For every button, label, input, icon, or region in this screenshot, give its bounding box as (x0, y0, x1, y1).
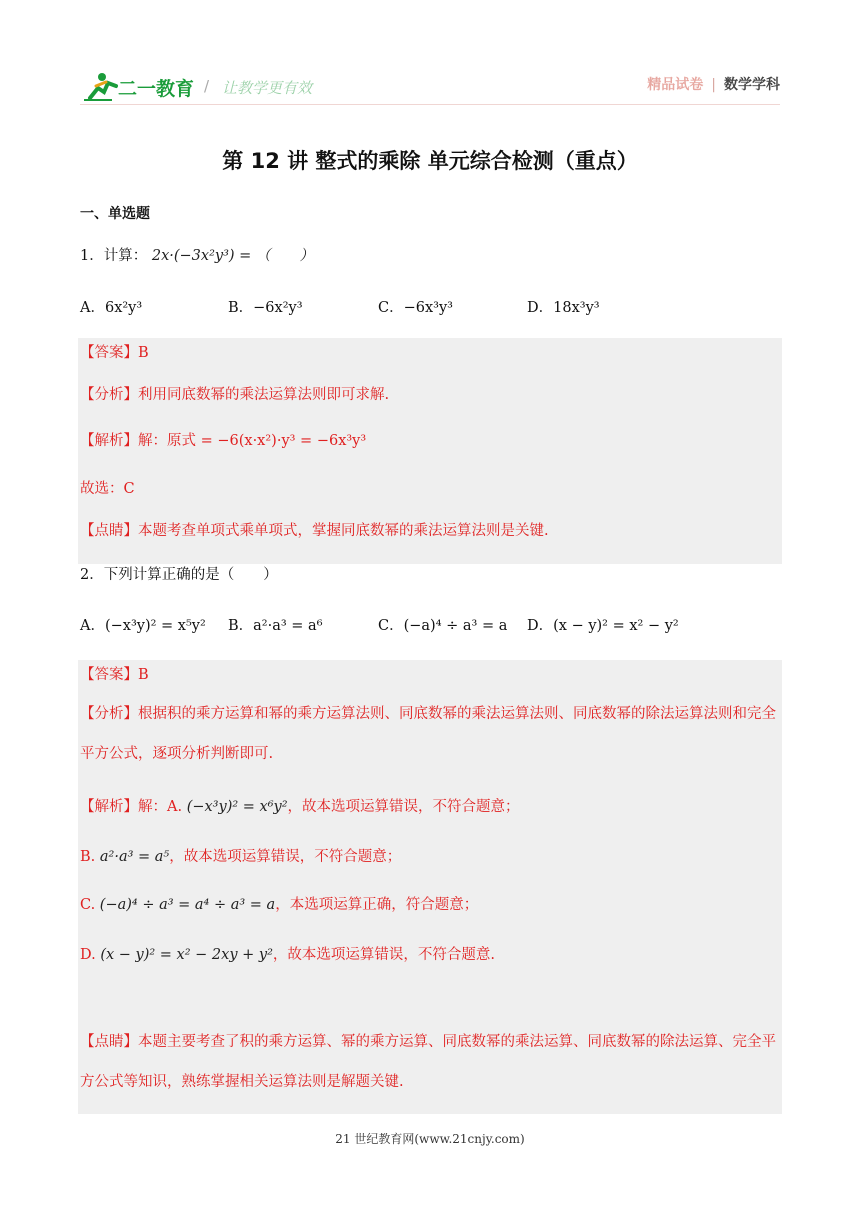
q2-sol-b-prefix: B. (80, 849, 96, 865)
q2-sol-c-expr: (−a)⁴ ÷ a³ = a⁴ ÷ a³ = a (99, 897, 276, 913)
question-1-stem (80, 246, 314, 266)
q1-option-a: A．6x²y³ (80, 300, 143, 316)
page-title: 第 12 讲 整式的乘除 单元综合检测（重点） (222, 149, 638, 173)
page-footer: 21 世纪教育网(www.21cnjy.com) (335, 1132, 525, 1146)
q1-comment-label: 【点睛】 (80, 523, 138, 539)
q2-solution-b (80, 846, 401, 868)
q1-analysis (80, 384, 389, 406)
q2-solution-a (80, 796, 520, 818)
q2-option-a: A．(−x³y)² = x⁵y² (80, 618, 206, 634)
q1-comment (80, 520, 549, 542)
question-1-label: 1．计算： (80, 248, 148, 264)
q1-analysis-text: 利用同底数幂的乘法运算法则即可求解. (138, 387, 390, 403)
q2-sol-a-prefix: 解：A. (138, 799, 183, 815)
q2-solution-d (80, 944, 495, 966)
brand-slash: / (204, 77, 210, 95)
q2-option-c: C．(−a)⁴ ÷ a³ = a (378, 618, 508, 634)
q1-analysis-label: 【分析】 (80, 387, 138, 403)
q1-option-b: B．−6x²y³ (228, 300, 303, 316)
q1-answer: 【答案】B (80, 345, 149, 361)
brand-name: 二一教育 (118, 78, 195, 100)
q2-sol-c-text: ，本选项运算正确，符合题意； (275, 897, 479, 913)
q1-comment-text: 本题考查单项式乘单项式，掌握同底数幂的乘法运算法则是关键. (138, 523, 549, 539)
runner-icon (84, 73, 116, 100)
q2-sol-d-text: ，故本选项运算错误，不符合题意. (272, 947, 495, 963)
question-2-stem: 2．下列计算正确的是（ ） (80, 567, 278, 583)
section-heading: 一、单选题 (80, 206, 150, 222)
q2-sol-d-expr: (x − y)² = x² − 2xy + y² (100, 947, 273, 963)
q2-analysis (80, 694, 780, 774)
q2-sol-a-expr: (−x³y)² = x⁶y² (186, 799, 288, 815)
q2-solution-label: 【解析】 (80, 799, 138, 815)
q2-answer: 【答案】B (80, 667, 149, 683)
brand-slogan: 让教学更有效 (222, 79, 313, 97)
q2-sol-d-prefix: D. (80, 947, 96, 963)
q1-choose: 故选：C (80, 481, 135, 497)
q1-option-c: C．−6x³y³ (378, 300, 453, 316)
q2-analysis-text: 根据积的乘方运算和幂的乘方运算法则、同底数幂的乘法运算法则、同底数幂的除法运算法则和完全平方公式，逐项分析判断即可. (80, 706, 776, 762)
q1-solution-text: 解：原式 = −6(x·x²)·y³ = −6x³y³ (138, 433, 367, 449)
q1-answer-box (78, 338, 782, 564)
question-1-expression: 2x·(−3x²y³) = （ ） (151, 248, 314, 264)
q2-sol-b-text: ，故本选项运算错误，不符合题意； (169, 849, 402, 865)
header-divider (80, 104, 780, 105)
q2-analysis-label: 【分析】 (80, 706, 138, 722)
header-subject: 数学学科 (724, 77, 780, 93)
header-tag: 精品试卷 (647, 77, 704, 93)
q1-option-d: D．18x³y³ (527, 300, 600, 316)
q2-comment (80, 1022, 780, 1102)
q1-solution-label: 【解析】 (80, 433, 138, 449)
q2-comment-text: 本题主要考查了积的乘方运算、幂的乘方运算、同底数幂的乘法运算、同底数幂的除法运算、完全平方公式等知识，熟练掌握相关运算法则是解题关键. (80, 1034, 776, 1090)
header-tags (647, 74, 780, 94)
q2-answer-box (78, 660, 782, 1114)
q2-sol-a-text: ，故本选项运算错误，不符合题意； (287, 799, 520, 815)
q2-solution-c (80, 894, 478, 916)
header-separator: | (711, 77, 716, 93)
q2-sol-b-expr: a²·a³ = a⁵ (99, 849, 170, 865)
q1-solution (80, 430, 366, 452)
q2-option-d: D．(x − y)² = x² − y² (527, 618, 679, 634)
q2-option-b: B．a²·a³ = a⁶ (228, 618, 323, 634)
q2-comment-label: 【点睛】 (80, 1034, 138, 1050)
q2-sol-c-prefix: C. (80, 897, 96, 913)
